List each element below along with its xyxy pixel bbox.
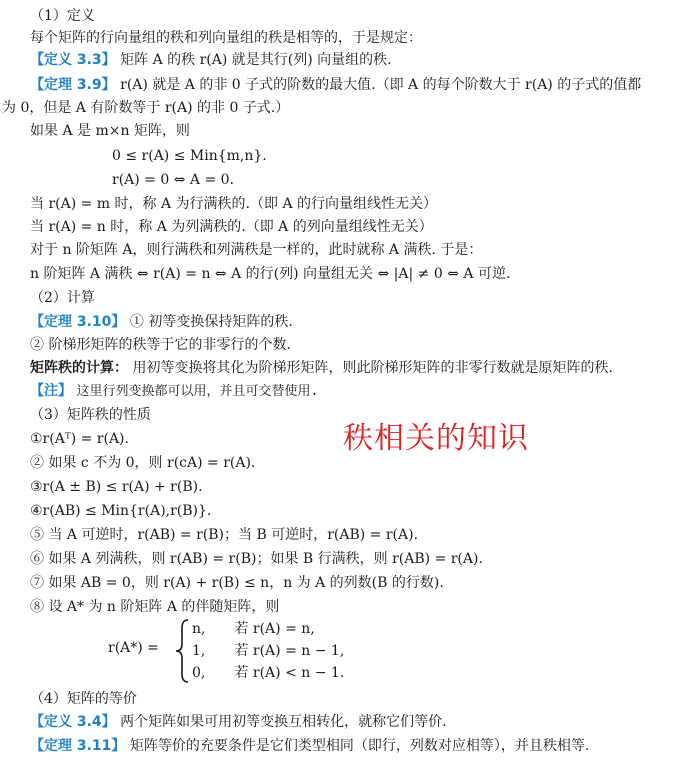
definition-3-4 [30,712,447,732]
note-tag: 【注】 [30,383,72,399]
full-rank-equivalence: n 阶矩阵 A 满秩 ⇔ r(A) = n ⇔ A 的行(列) 向量组无关 ⇔ |A| ≠ 0 ⇔ A 可逆. [30,266,511,282]
piecewise-case-1 [192,618,315,638]
section-3-heading: （3）矩阵秩的性质 [30,407,151,423]
property-5: ⑤ 当 A 可逆时，r(AB) = r(B)；当 B 可逆时，r(AB) = r(A). [30,527,419,543]
piecewise-case-2-condition: 若 r(A) = n − 1, [234,643,345,659]
watermark-caption: 秩相关的知识 [343,421,529,456]
property-2: ② 如果 c 不为 0，则 r(cA) = r(A). [30,455,256,471]
definition-3-3-text: 矩阵 A 的秩 r(A) 就是其行(列) 向量组的秩. [120,52,392,68]
piecewise-case-1-condition: 若 r(A) = n, [234,621,315,637]
theorem-3-10-text: ① 初等变换保持矩阵的秩. [129,314,293,330]
matrix-size-intro: 如果 A 是 m×n 矩阵，则 [30,123,190,139]
definition-3-3-tag: 【定义 3.3】 [30,52,116,68]
property-4: ④r(AB) ≤ Min{r(A),r(B)}. [30,503,212,519]
piecewise-case-3-condition: 若 r(A) < n − 1. [234,665,345,681]
property-8: ⑧ 设 A* 为 n 阶矩阵 A 的伴随矩阵，则 [30,599,280,615]
definition-intro: 每个矩阵的行向量组的秩和列向量组的秩是相等的，于是规定： [30,30,422,46]
adjugate-rank-formula [108,618,408,684]
theorem-3-9-continuation: 为 0，但是 A 有阶数等于 r(A) 的非 0 子式.） [2,100,290,116]
property-3: ③r(A ± B) ≤ r(A) + r(B). [30,479,203,495]
adjugate-rank-lhs: r(A*) = [108,640,159,656]
section-4-heading: （4）矩阵的等价 [30,691,137,707]
note [30,381,318,402]
section-2-heading: （2）计算 [30,290,95,306]
section-1-heading: （1）定义 [30,8,95,24]
piecewise-case-2-value: 1, [192,643,206,659]
rank-bound-formula: 0 ≤ r(A) ≤ Min{m,n}. [112,148,267,164]
theorem-3-9-tag: 【定理 3.9】 [30,77,116,93]
theorem-3-9-text: r(A) 就是 A 的非 0 子式的阶数的最大值.（即 A 的每个阶数大于 r(A) 的子式的值都 [120,77,642,93]
theorem-3-11 [30,736,589,756]
theorem-3-9 [30,75,641,95]
note-text: 这里行列变换都可以用，并且可交替使用. [76,384,319,399]
rank-computation [30,358,613,378]
rank-zero-formula: r(A) = 0 ⇔ A = 0. [112,172,234,188]
property-1: ①r(Aᵀ) = r(A). [30,431,129,447]
row-full-rank-def: 当 r(A) = m 时，称 A 为行满秩的.（即 A 的行向量组线性无关） [30,196,438,212]
theorem-3-11-text: 矩阵等价的充要条件是它们类型相同（即行，列数对应相等），并且秩相等. [129,738,590,754]
piecewise-case-3-value: 0, [192,665,206,681]
rank-computation-label: 矩阵秩的计算： [30,360,128,376]
definition-3-4-tag: 【定义 3.4】 [30,714,116,730]
rank-computation-text: 用初等变换将其化为阶梯形矩阵，则此阶梯形矩阵的非零行数就是原矩阵的秩. [132,360,613,376]
left-brace-icon [174,618,190,684]
column-full-rank-def: 当 r(A) = n 时，称 A 为列满秩的.（即 A 的列向量组线性无关） [30,219,433,235]
property-6: ⑥ 如果 A 列满秩，则 r(AB) = r(B)；如果 B 行满秩，则 r(AB) = r(A). [30,551,483,567]
theorem-3-10 [30,312,293,332]
theorem-3-10-item-2: ② 阶梯形矩阵的秩等于它的非零行的个数. [30,337,291,353]
piecewise-case-3 [192,662,344,682]
theorem-3-10-tag: 【定理 3.10】 [30,314,126,330]
piecewise-case-1-value: n, [192,621,206,637]
property-7: ⑦ 如果 AB = 0，则 r(A) + r(B) ≤ n，n 为 A 的列数(B 的行数). [30,575,444,591]
piecewise-case-2 [192,640,344,660]
definition-3-4-text: 两个矩阵如果可用初等变换互相转化，就称它们等价. [120,714,447,730]
theorem-3-11-tag: 【定理 3.11】 [30,738,126,754]
definition-3-3 [30,50,392,70]
full-rank-def: 对于 n 阶矩阵 A，则行满秩和列满秩是一样的，此时就称 A 满秩. 于是： [30,242,483,258]
